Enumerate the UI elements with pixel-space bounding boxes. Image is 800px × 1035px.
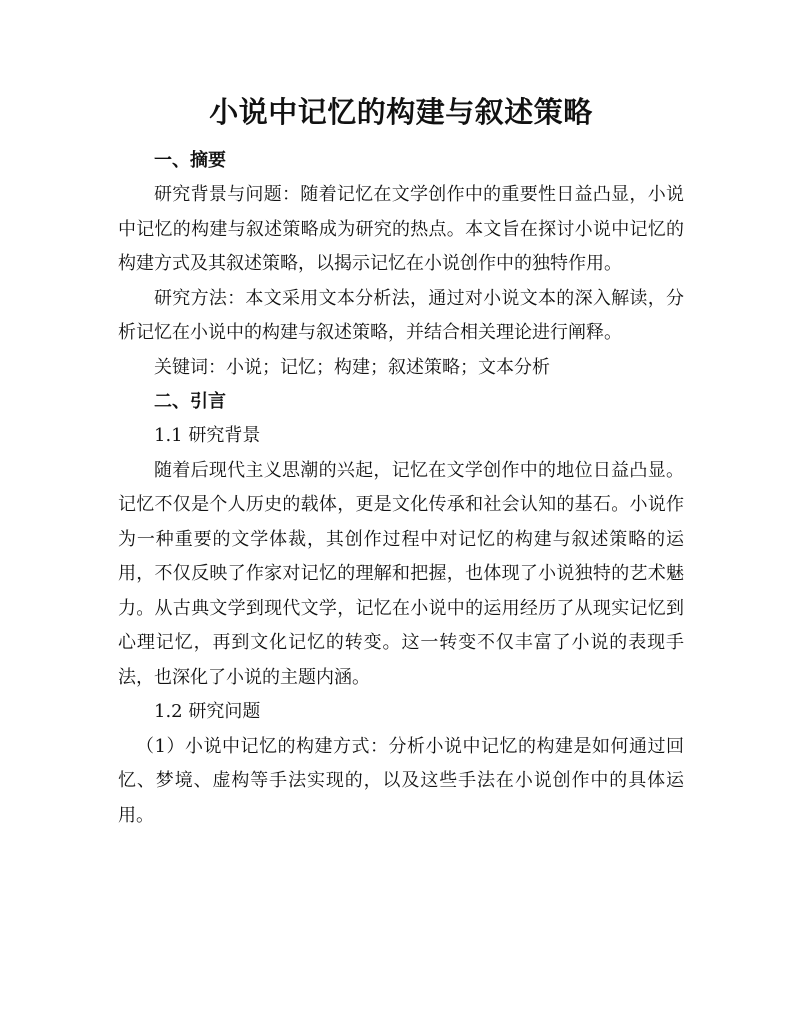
document-body: [118, 144, 684, 833]
subsection-1-2-heading: 1.2 研究问题: [154, 701, 261, 722]
abstract-heading: 一、摘要: [154, 150, 226, 171]
research-question-1: （1）小说中记忆的构建方式：分析小说中记忆的构建是如何通过回忆、梦境、虚构等手法实现的，以及这些手法在小说创作中的具体运用。: [118, 735, 684, 826]
keywords-line: 关键词：小说；记忆；构建；叙述策略；文本分析: [154, 356, 550, 378]
abstract-method-paragraph: 研究方法：本文采用文本分析法，通过对小说文本的深入解读，分析记忆在小说中的构建与叙述策略，并结合相关理论进行阐释。: [118, 287, 684, 343]
abstract-background-paragraph: 研究背景与问题：随着记忆在文学创作中的重要性日益凸显，小说中记忆的构建与叙述策略成为研究的热点。本文旨在探讨小说中记忆的构建方式及其叙述策略，以揭示记忆在小说创作中的独特作用。: [118, 184, 684, 274]
introduction-heading: 二、引言: [154, 391, 226, 412]
document-title: 小说中记忆的构建与叙述策略: [209, 95, 593, 129]
subsection-1-1-heading: 1.1 研究背景: [154, 425, 261, 446]
research-background-paragraph: 随着后现代主义思潮的兴起，记忆在文学创作中的地位日益凸显。记忆不仅是个人历史的载体，更是文化传承和社会认知的基石。小说作为一种重要的文学体裁，其创作过程中对记忆的构建与叙述策略的运用，不仅反映了作家对记忆的理解和把握，也体现了小说独特的艺术魅力。从古典文学到现代文学，记忆在小说中的运用经历了从现实记忆到心理记忆，再到文化记忆的转变。这一转变不仅丰富了小说的表现手法，也深化了小说的主题内涵。: [118, 459, 684, 688]
